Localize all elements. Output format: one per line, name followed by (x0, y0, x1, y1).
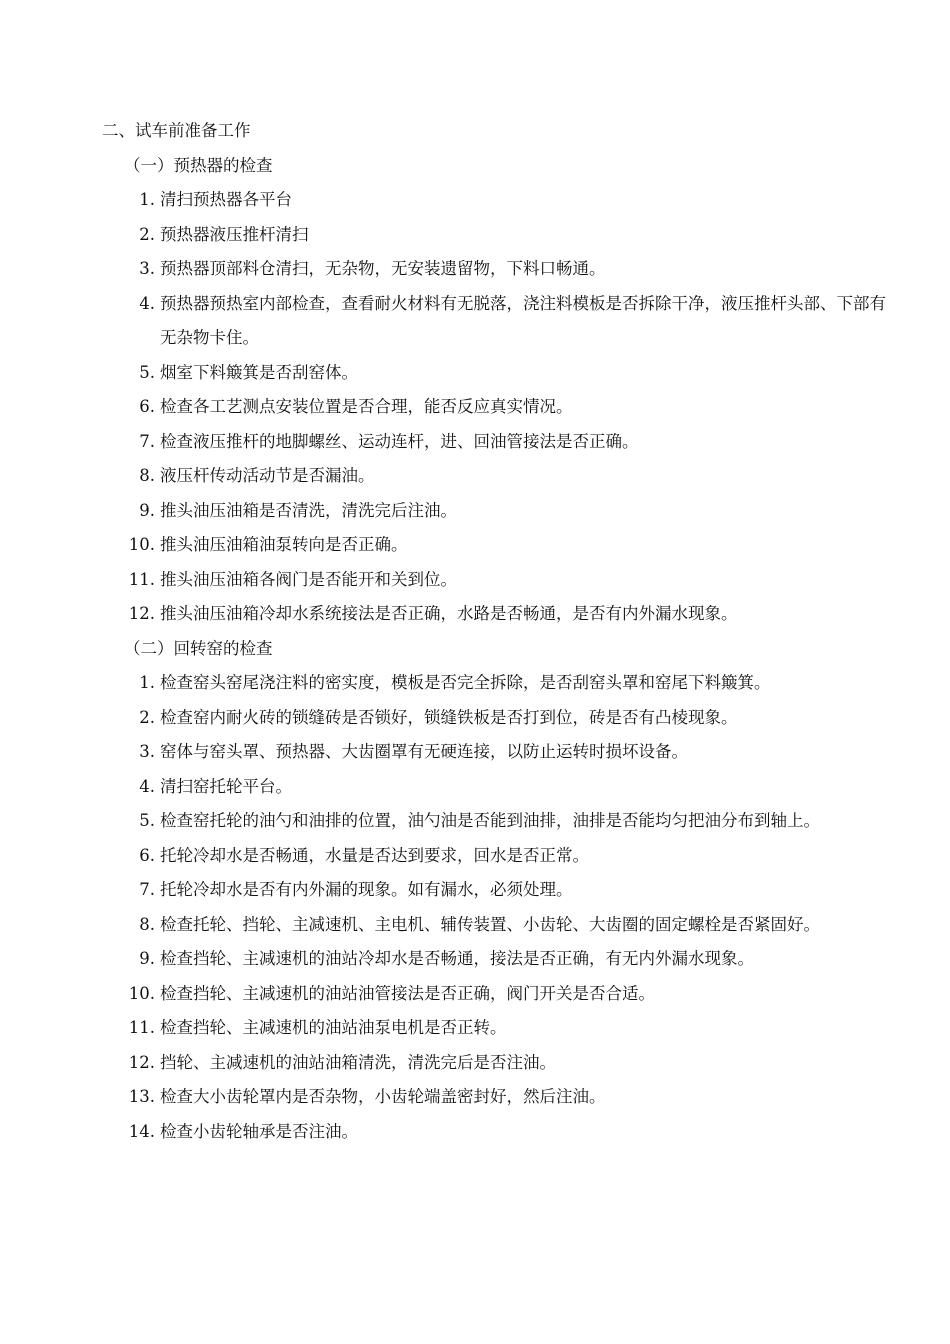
item-number: 7. (139, 880, 155, 899)
item-text: 检查挡轮、主减速机的油站油泵电机是否正转。 (160, 1018, 507, 1037)
item-number: 1. (139, 673, 155, 692)
item-number: 13. (128, 1087, 155, 1106)
list-item (102, 287, 892, 356)
list-item (102, 804, 892, 839)
item-number: 8. (139, 466, 155, 485)
list-item (102, 839, 892, 874)
list-item (102, 183, 892, 218)
item-text: 检查大小齿轮罩内是否杂物，小齿轮端盖密封好，然后注油。 (160, 1087, 606, 1106)
item-number: 10. (128, 535, 155, 554)
item-text: 挡轮、主减速机的油站油箱清洗，清洗完后是否注油。 (160, 1052, 556, 1072)
item-text: 窑体与窑头罩、预热器、大齿圈罩有无硬连接，以防止运转时损坏设备。 (160, 742, 688, 761)
document-body (102, 114, 892, 1149)
list-item (102, 701, 892, 736)
item-number: 4. (139, 776, 155, 796)
item-number: 5. (139, 362, 155, 382)
item-number: 8. (139, 914, 155, 934)
item-text: 检查窑内耐火砖的锁缝砖是否锁好，锁缝铁板是否打到位，砖是否有凸棱现象。 (160, 707, 738, 727)
list-item (102, 770, 892, 805)
item-number: 12. (128, 1052, 155, 1072)
list-item (102, 425, 892, 460)
item-text: 检查挡轮、主减速机的油站冷却水是否畅通，接法是否正确，有无内外漏水现象。 (160, 949, 754, 968)
item-number: 10. (128, 983, 155, 1003)
item-text: 液压杆传动活动节是否漏油。 (160, 466, 375, 485)
item-number: 14. (128, 1121, 155, 1141)
list-item (102, 908, 892, 943)
item-number: 1. (139, 190, 155, 209)
list-item (102, 1080, 892, 1115)
subsection-title-rotary-kiln: （二）回转窑的检查 (124, 638, 273, 658)
preheater-checklist (102, 183, 892, 632)
list-item (102, 494, 892, 529)
item-number: 7. (139, 431, 155, 451)
item-text: 推头油压油箱是否清洗，清洗完后注油。 (160, 500, 457, 520)
item-number: 11. (128, 1018, 155, 1037)
list-item (102, 977, 892, 1012)
list-item (102, 942, 892, 977)
item-text: 预热器预热室内部检查，查看耐火材料有无脱落，浇注料模板是否拆除干净，液压推杆头部、下部有无杂物卡住。 (160, 293, 886, 347)
item-number: 11. (128, 569, 155, 589)
list-item (102, 356, 892, 391)
list-item (102, 528, 892, 563)
list-item (102, 873, 892, 908)
item-text: 清扫预热器各平台 (160, 190, 292, 209)
item-text: 推头油压油箱冷却水系统接法是否正确，水路是否畅通，是否有内外漏水现象。 (160, 604, 738, 623)
item-text: 检查托轮、挡轮、主减速机、主电机、辅传装置、小齿轮、大齿圈的固定螺栓是否紧固好。 (160, 914, 820, 934)
item-number: 2. (139, 224, 155, 244)
item-number: 6. (139, 397, 155, 416)
list-item (102, 1115, 892, 1150)
item-number: 2. (139, 707, 155, 727)
list-item (102, 1011, 892, 1046)
rotary-kiln-checklist (102, 666, 892, 1149)
item-text: 烟室下料簸箕是否刮窑体。 (160, 362, 358, 382)
item-text: 托轮冷却水是否畅通，水量是否达到要求，回水是否正常。 (160, 845, 589, 865)
list-item (102, 218, 892, 253)
list-item (102, 252, 892, 287)
list-item (102, 597, 892, 632)
item-text: 检查窑托轮的油勺和油排的位置，油勺油是否能到油排，油排是否能均匀把油分布到轴上。 (160, 811, 820, 830)
item-text: 托轮冷却水是否有内外漏的现象。如有漏水，必须处理。 (160, 880, 573, 899)
item-text: 检查窑头窑尾浇注料的密实度，模板是否完全拆除，是否刮窑头罩和窑尾下料簸箕。 (160, 673, 771, 692)
item-number: 5. (139, 811, 155, 830)
item-text: 推头油压油箱各阀门是否能开和关到位。 (160, 569, 457, 589)
item-text: 检查挡轮、主减速机的油站油管接法是否正确，阀门开关是否合适。 (160, 983, 655, 1003)
item-number: 12. (128, 604, 155, 623)
item-number: 9. (139, 500, 155, 520)
item-text: 预热器顶部料仓清扫，无杂物，无安装遗留物，下料口畅通。 (160, 259, 606, 278)
item-text: 清扫窑托轮平台。 (160, 776, 292, 796)
item-number: 9. (139, 949, 155, 968)
section-title: 二、试车前准备工作 (102, 121, 251, 140)
item-text: 推头油压油箱油泵转向是否正确。 (160, 535, 408, 554)
list-item (102, 563, 892, 598)
item-text: 检查各工艺测点安装位置是否合理，能否反应真实情况。 (160, 397, 573, 416)
list-item (102, 1046, 892, 1081)
subsection-title-preheater: （一）预热器的检查 (124, 155, 273, 175)
list-item (102, 459, 892, 494)
item-number: 3. (139, 259, 155, 278)
item-number: 3. (139, 742, 155, 761)
item-text: 检查小齿轮轴承是否注油。 (160, 1121, 358, 1141)
item-text: 检查液压推杆的地脚螺丝、运动连杆，进、回油管接法是否正确。 (160, 431, 639, 451)
list-item (102, 735, 892, 770)
item-number: 4. (139, 293, 155, 313)
item-number: 6. (139, 845, 155, 865)
list-item (102, 390, 892, 425)
list-item (102, 666, 892, 701)
item-text: 预热器液压推杆清扫 (160, 224, 309, 244)
